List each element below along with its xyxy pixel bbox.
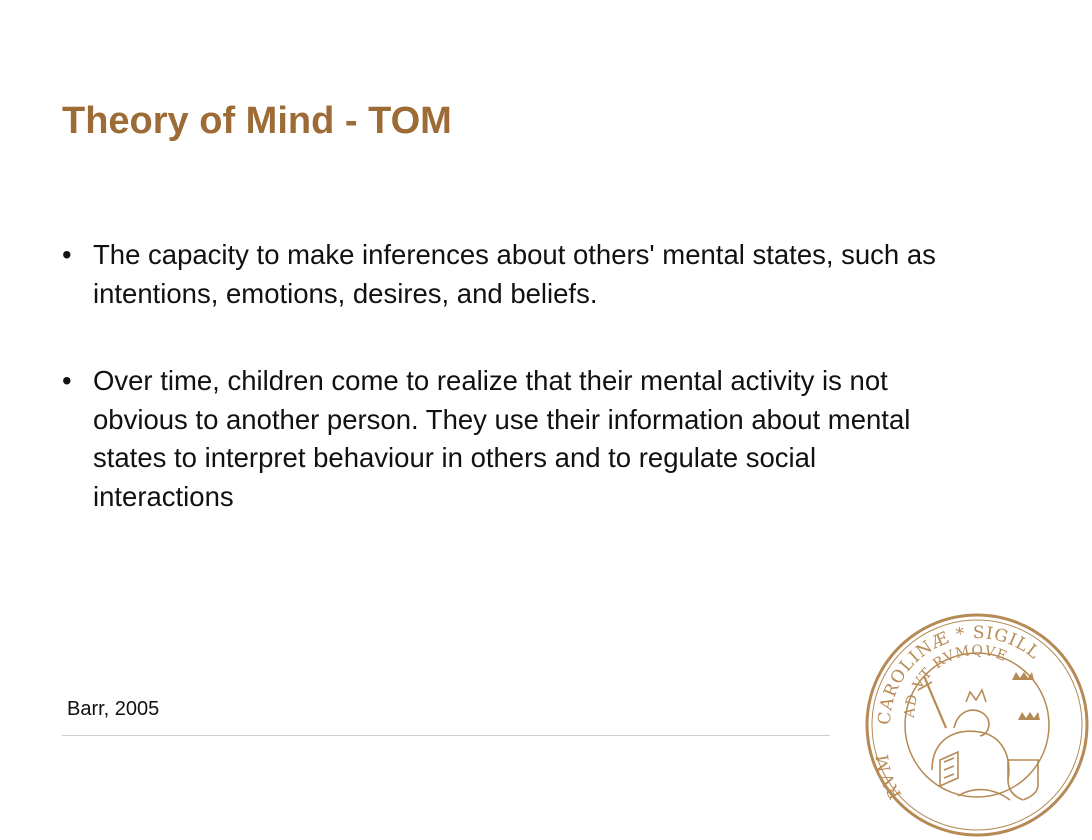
footer-divider (62, 735, 830, 736)
footnote-citation: Barr, 2005 (67, 698, 160, 720)
bullet-item (62, 362, 942, 516)
seal-inner-text (902, 643, 1010, 719)
seal-left-textpath: RVM (872, 752, 907, 803)
bullet-item (62, 236, 942, 313)
bullet-marker: • (62, 365, 72, 396)
slide-title: Theory of Mind - TOM (62, 100, 452, 142)
seal-crowns (1012, 672, 1040, 720)
seal-outer-text (875, 623, 1044, 726)
bullet-list (62, 236, 942, 516)
seal-emblem (918, 676, 1038, 800)
university-seal-icon (862, 610, 1092, 840)
bullet-text: Over time, children come to realize that their mental activity is not obvious to another person. They use their information about mental states to interpret behaviour in others and to regulate social interactions (93, 365, 911, 512)
bullet-marker: • (62, 239, 72, 270)
seal-inner-textpath: AD VT RVMQVE (901, 642, 1010, 719)
seal-outer-textpath: CAROLINÆ * SIGILL (874, 622, 1045, 726)
seal-left-text (873, 752, 906, 802)
bullet-text: The capacity to make inferences about others' mental states, such as intentions, emotions, desires, and beliefs. (93, 239, 936, 309)
